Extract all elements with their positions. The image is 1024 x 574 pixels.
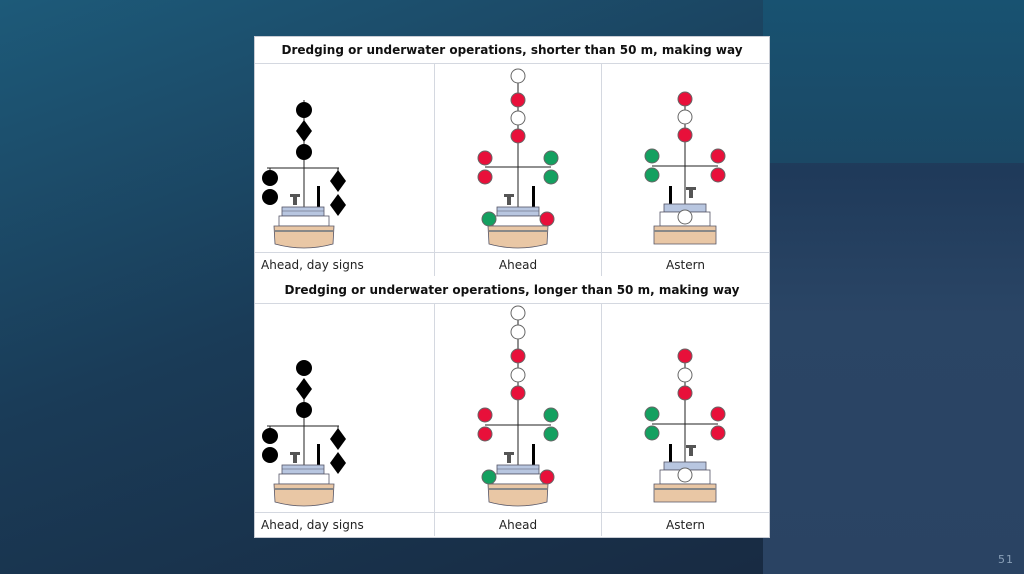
caption: Ahead xyxy=(435,512,601,536)
caption: Astern xyxy=(602,252,769,276)
ahead-lights-illustration xyxy=(435,64,602,276)
cell-ahead-day-signs xyxy=(255,304,435,536)
ahead-lights-illustration xyxy=(435,304,602,536)
red-light xyxy=(511,349,525,363)
red-light xyxy=(478,151,492,165)
red-light xyxy=(478,427,492,441)
red-light xyxy=(678,128,692,142)
background-panel-top xyxy=(763,0,1024,163)
white-light xyxy=(511,306,525,320)
red-light xyxy=(678,349,692,363)
day-shape-ball xyxy=(296,402,312,418)
red-light xyxy=(540,470,554,484)
cell-ahead xyxy=(435,304,602,536)
white-light xyxy=(511,368,525,382)
day-shape-ball xyxy=(262,428,278,444)
green-light xyxy=(544,170,558,184)
section-title: Dredging or underwater operations, longer than 50 m, making way xyxy=(255,277,769,304)
day-signs-illustration xyxy=(255,64,435,276)
red-light xyxy=(711,407,725,421)
day-shape-ball xyxy=(262,170,278,186)
caption: Ahead xyxy=(435,252,601,276)
day-shape-diamond xyxy=(296,378,312,400)
green-light xyxy=(645,149,659,163)
white-light xyxy=(511,69,525,83)
red-light xyxy=(511,129,525,143)
white-light xyxy=(678,210,692,224)
red-light xyxy=(540,212,554,226)
green-light xyxy=(645,168,659,182)
astern-lights-illustration xyxy=(602,304,769,536)
cell-ahead xyxy=(435,64,602,276)
green-light xyxy=(544,408,558,422)
red-light xyxy=(511,386,525,400)
red-light xyxy=(711,168,725,182)
day-shape-ball xyxy=(296,144,312,160)
white-light xyxy=(511,111,525,125)
day-shape-ball xyxy=(296,360,312,376)
red-light xyxy=(478,408,492,422)
red-light xyxy=(678,386,692,400)
day-shape-diamond xyxy=(330,428,346,450)
section-shorter-than-50m xyxy=(255,37,769,277)
white-light xyxy=(678,110,692,124)
red-light xyxy=(511,93,525,107)
white-light xyxy=(511,325,525,339)
red-light xyxy=(478,170,492,184)
cell-astern xyxy=(602,64,769,276)
day-shape-diamond xyxy=(330,194,346,216)
section-longer-than-50m xyxy=(255,277,769,537)
cell-ahead-day-signs xyxy=(255,64,435,276)
green-light xyxy=(544,427,558,441)
astern-lights-illustration xyxy=(602,64,769,276)
white-light xyxy=(678,368,692,382)
red-light xyxy=(711,149,725,163)
slide-number: 51 xyxy=(998,553,1014,566)
green-light xyxy=(645,407,659,421)
red-light xyxy=(678,92,692,106)
cell-astern xyxy=(602,304,769,536)
caption: Ahead, day signs xyxy=(255,512,434,536)
day-shape-diamond xyxy=(330,170,346,192)
green-light xyxy=(544,151,558,165)
caption: Ahead, day signs xyxy=(255,252,434,276)
red-light xyxy=(711,426,725,440)
green-light xyxy=(645,426,659,440)
day-shape-ball xyxy=(262,447,278,463)
green-light xyxy=(482,212,496,226)
day-shape-diamond xyxy=(330,452,346,474)
day-shape-ball xyxy=(262,189,278,205)
day-shape-diamond xyxy=(296,120,312,142)
day-shape-ball xyxy=(296,102,312,118)
signals-figure xyxy=(254,36,770,538)
caption: Astern xyxy=(602,512,769,536)
day-signs-illustration xyxy=(255,304,435,536)
section-title: Dredging or underwater operations, shorter than 50 m, making way xyxy=(255,37,769,64)
green-light xyxy=(482,470,496,484)
white-light xyxy=(678,468,692,482)
